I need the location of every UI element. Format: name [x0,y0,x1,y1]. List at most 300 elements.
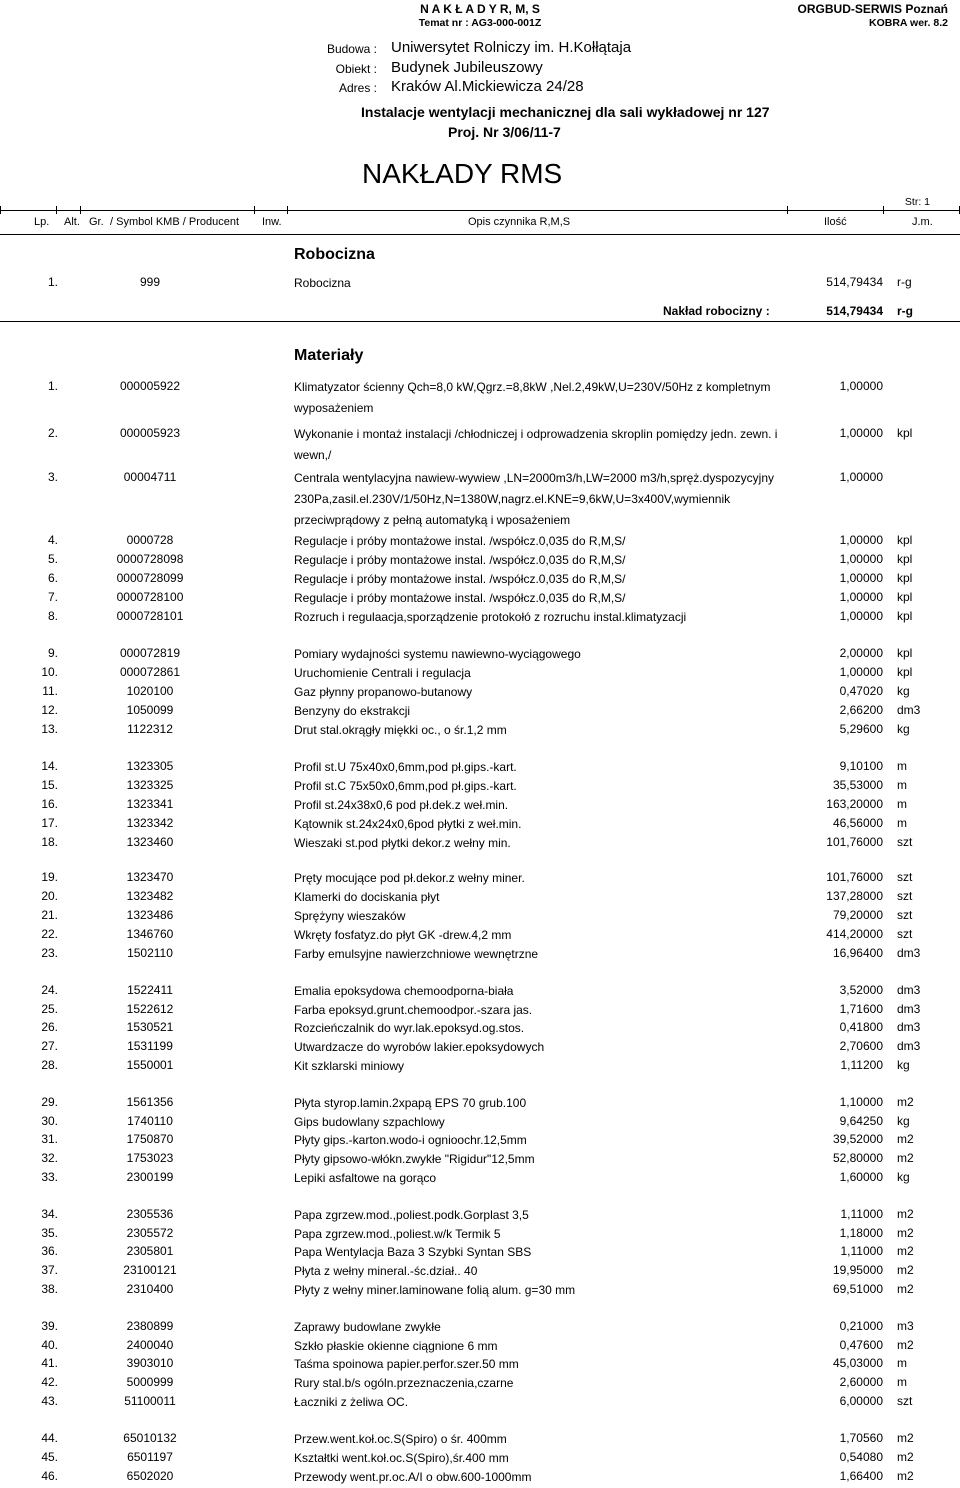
header-rule-top [0,210,960,211]
table-row [0,1282,960,1300]
labor-total-unit: r-g [897,304,913,318]
row-lp: 29. [41,1095,58,1109]
row-description: Drut stal.okrągły miękki oc., o śr.1,2 mm [294,723,507,737]
col-tick [787,206,788,214]
col-jm: J.m. [912,216,933,228]
table-row [0,703,960,721]
row-symbol: 1550001 [126,1058,174,1072]
table-row [0,797,960,815]
row-symbol: 65010132 [123,1431,177,1445]
row-lp: 40. [41,1338,58,1352]
row-unit: kpl [897,609,913,623]
row-description: Regulacje i próby montażowe instal. /współcz.0,035 do R,M,S/ [294,572,626,586]
col-tick [254,206,255,214]
row-quantity: 69,51000 [832,1282,883,1296]
row-unit: dm3 [897,1039,921,1053]
row-symbol: 2310400 [126,1282,174,1296]
row-quantity: 1,00000 [839,379,883,393]
row-lp: 18. [41,835,58,849]
budowa-label: Budowa : [326,42,377,56]
row-symbol: 1750870 [126,1132,174,1146]
row-symbol: 1753023 [126,1151,174,1165]
labor-total-label: Nakład robocizny : [663,304,770,318]
row-description: Zaprawy budowlane zwykłe [294,1320,441,1334]
row-quantity: 1,60000 [839,1170,883,1184]
row-description: Łaczniki z żeliwa OC. [294,1395,409,1409]
row-lp: 11. [42,684,58,698]
row-lp: 20. [41,889,58,903]
row-quantity: 1,18000 [839,1226,883,1240]
row-quantity: 0,54080 [839,1450,883,1464]
row-symbol: 1323325 [126,778,174,792]
row-lp: 21. [41,908,58,922]
row-unit: kpl [897,665,913,679]
row-lp: 35. [41,1226,58,1240]
row-description: Farby emulsyjne nawierzchniowe wewnętrzne [294,947,539,961]
row-lp: 1. [47,275,58,289]
row-symbol: 1323305 [126,759,174,773]
col-lp: Lp. [34,216,50,228]
table-row [0,684,960,702]
row-description: Profil st.24x38x0,6 pod pł.dek.z weł.min. [294,798,509,812]
row-quantity: 1,00000 [839,590,883,604]
row-unit: kpl [897,552,913,566]
row-quantity: 1,70560 [839,1431,883,1445]
row-description: Benzyny do ekstrakcji [294,704,411,718]
row-quantity: 0,21000 [839,1319,883,1333]
row-description: Profil st.C 75x50x0,6mm,pod pł.gips.-kart. [294,779,517,793]
row-description: Płyty gips.-karton.wodo-i ognioochr.12,5mm [294,1133,527,1147]
row-symbol: 1050099 [126,703,174,717]
row-lp: 7. [47,590,58,604]
row-lp: 28. [41,1058,58,1072]
row-symbol: 00004711 [123,470,177,484]
row-quantity: 1,66400 [839,1469,883,1483]
row-description: Klamerki do dociskania płyt [294,890,440,904]
row-quantity: 1,10000 [839,1095,883,1109]
row-lp: 15. [41,778,58,792]
labor-section-title: Robocizna [294,246,375,263]
row-unit: m2 [897,1244,914,1258]
table-row [0,1450,960,1468]
row-symbol: 1531199 [127,1039,173,1053]
row-lp: 17. [41,816,58,830]
row-unit: m2 [897,1263,914,1277]
row-description: Kątownik st.24x24x0,6pod płytki z weł.min. [294,817,522,831]
row-lp: 42. [41,1375,58,1389]
row-unit: m2 [897,1151,914,1165]
row-description: Pomiary wydajności systemu nawiewno-wyciągowego [294,647,581,661]
row-symbol: 0000728098 [116,552,184,566]
row-unit: kpl [897,426,913,440]
col-tick [80,206,81,214]
row-lp: 26. [41,1020,58,1034]
row-symbol: 51100011 [124,1394,176,1408]
row-unit: szt [897,889,913,903]
row-lp: 30. [41,1114,58,1128]
row-quantity: 1,00000 [839,533,883,547]
row-lp: 33. [41,1170,58,1184]
row-lp: 27. [41,1039,58,1053]
row-symbol: 1323486 [126,908,174,922]
table-row [0,927,960,945]
table-row [0,835,960,853]
row-quantity: 1,00000 [839,609,883,623]
row-symbol: 3903010 [126,1356,174,1370]
row-quantity: 1,00000 [839,571,883,585]
table-row [0,590,960,608]
row-unit: kg [897,1058,910,1072]
row-lp: 31. [41,1132,58,1146]
row-description: Utwardzacze do wyrobów lakier.epoksydowych [294,1040,545,1054]
row-description: Profil st.U 75x40x0,6mm,pod pł.gips.-kart. [294,760,517,774]
table-row [0,1132,960,1150]
row-lp: 14. [41,759,58,773]
table-row [0,533,960,551]
row-symbol: 2305536 [126,1207,174,1221]
row-unit: m2 [897,1095,914,1109]
row-description: Rury stal.b/s ogóln.przeznaczenia,czarne [294,1376,514,1390]
table-row [0,426,960,462]
row-quantity: 5,29600 [839,722,883,736]
obiekt-label: Obiekt : [335,62,377,76]
row-unit: m2 [897,1338,914,1352]
row-description: Lepiki asfaltowe na gorąco [294,1171,437,1185]
table-row [0,571,960,589]
row-description: Kształtki went.koł.oc.S(Spiro),śr.400 mm [294,1451,509,1465]
row-unit: m2 [897,1226,914,1240]
project-number: Proj. Nr 3/06/11-7 [448,124,561,140]
row-lp: 19. [41,870,58,884]
row-lp: 23. [41,946,58,960]
row-lp: 34. [41,1207,58,1221]
row-quantity: 9,64250 [839,1114,883,1128]
row-unit: m [897,816,907,830]
row-unit: m [897,1356,907,1370]
table-row [0,870,960,888]
row-symbol: 1323470 [126,870,174,884]
row-description: Uruchomienie Centrali i regulacja [294,666,471,680]
row-description: Wieszaki st.pod płytki dekor.z wełny min. [294,836,511,850]
table-row [0,552,960,570]
col-tick [56,206,57,214]
row-symbol: 000072819 [119,646,181,660]
row-description: Rozcieńczalnik do wyr.lak.epoksyd.og.stos. [294,1021,525,1035]
row-quantity: 514,79434 [826,275,883,289]
row-description: Pręty mocujące pod pł.dekor.z wełny miner. [294,871,525,885]
row-quantity: 0,47600 [839,1338,883,1352]
row-symbol: 1522411 [127,983,173,997]
row-description: Robocizna [294,276,351,290]
table-row [0,646,960,664]
row-unit: kg [897,722,910,736]
row-quantity: 3,52000 [839,983,883,997]
row-lp: 22. [41,927,58,941]
row-quantity: 35,53000 [832,778,883,792]
row-description: Rozruch i regulaacja,sporządzenie protokołó z rozruchu instal.klimatyzacji [294,610,687,624]
col-opis: Opis czynnika R,M,S [468,216,571,228]
table-row [0,1058,960,1076]
row-unit: kpl [897,590,913,604]
row-unit: szt [897,908,913,922]
row-unit: m [897,778,907,792]
row-symbol: 000005923 [119,426,181,440]
row-description: Gips budowlany szpachlowy [294,1115,445,1129]
table-row [0,1207,960,1225]
table-row [0,275,960,293]
row-description: Wykonanie i montaż instalacji /chłodniczej i odprowadzenia skroplin pomiędzy jedn. zewn. i wewn,/ [294,427,778,462]
row-description: Kit szklarski miniowy [294,1059,405,1073]
table-row [0,778,960,796]
row-symbol: 6502020 [126,1469,174,1483]
row-symbol: 1020100 [126,684,174,698]
row-symbol: 6501197 [127,1450,173,1464]
report-title: N A K Ł A D Y R, M, S [420,2,540,16]
table-row [0,889,960,907]
table-row [0,908,960,926]
row-lp: 25. [41,1002,58,1016]
row-unit: szt [897,927,913,941]
row-symbol: 1522612 [126,1002,174,1016]
row-symbol: 1502110 [127,946,173,960]
row-quantity: 79,20000 [832,908,883,922]
table-row [0,1170,960,1188]
row-quantity: 2,70600 [839,1039,883,1053]
col-tick [287,206,288,214]
row-quantity: 414,20000 [826,927,883,941]
row-description: Sprężyny wieszaków [294,909,406,923]
row-unit: kpl [897,533,913,547]
row-quantity: 9,10100 [839,759,883,773]
obiekt-value: Budynek Jubileuszowy [391,59,543,76]
row-lp: 46. [41,1469,58,1483]
col-tick [883,206,884,214]
row-symbol: 000072861 [119,665,181,679]
row-unit: kg [897,1114,910,1128]
row-quantity: 101,76000 [826,835,883,849]
budowa-value: Uniwersytet Rolniczy im. H.Kołłątaja [391,39,632,56]
row-description: Farba epoksyd.grunt.chemoodpor.-szara jas. [294,1003,533,1017]
page-number: Str: 1 [904,196,930,208]
row-unit: m [897,797,907,811]
software-version: KOBRA wer. 8.2 [869,17,948,29]
row-unit: m3 [897,1319,914,1333]
row-symbol: 1561356 [126,1095,174,1109]
row-description: Przewody went.pr.oc.A/I o obw.600-1000mm [294,1470,532,1484]
row-unit: dm3 [897,703,921,717]
row-quantity: 1,00000 [839,665,883,679]
row-symbol: 1530521 [126,1020,174,1034]
row-unit: dm3 [897,983,921,997]
materials-section-title: Materiały [294,347,364,364]
col-tick [0,206,1,214]
row-unit: m [897,1375,907,1389]
table-row [0,1431,960,1449]
row-symbol: 23100121 [123,1263,177,1277]
row-symbol: 2305572 [126,1226,174,1240]
table-row [0,1263,960,1281]
row-description: Gaz płynny propanowo-butanowy [294,685,473,699]
table-row [0,759,960,777]
row-description: Płyty z wełny miner.laminowane folią alum. g=30 mm [294,1283,576,1297]
row-quantity: 0,47020 [839,684,883,698]
row-unit: szt [897,835,913,849]
row-quantity: 1,00000 [839,552,883,566]
col-alt: Alt. [64,216,80,228]
row-quantity: 1,00000 [839,470,883,484]
row-lp: 16. [41,797,58,811]
labor-total-rule [0,321,960,322]
row-symbol: 0000728100 [116,590,184,604]
report-topic: Temat nr : AG3-000-001Z [418,17,542,29]
row-description: Emalia epoksydowa chemoodporna-biała [294,984,514,998]
row-quantity: 52,80000 [832,1151,883,1165]
row-unit: dm3 [897,946,921,960]
table-row [0,1319,960,1337]
row-quantity: 1,11200 [840,1058,883,1072]
row-symbol: 0000728 [126,533,174,547]
row-unit: m2 [897,1469,914,1483]
row-description: Wkręty fosfatyz.do płyt GK -drew.4,2 mm [294,928,512,942]
row-lp: 1. [47,379,58,393]
row-lp: 3. [47,470,58,484]
row-lp: 9. [47,646,58,660]
row-description: Papa zgrzew.mod.,poliest.podk.Gorplast 3,5 [294,1208,529,1222]
row-lp: 44. [41,1431,58,1445]
row-quantity: 1,71600 [839,1002,883,1016]
row-quantity: 163,20000 [826,797,883,811]
row-description: Papa Wentylacja Baza 3 Szybki Syntan SBS [294,1245,532,1259]
row-quantity: 2,00000 [839,646,883,660]
table-row [0,1394,960,1412]
row-quantity: 45,03000 [832,1356,883,1370]
row-lp: 24. [41,983,58,997]
row-lp: 39. [41,1319,58,1333]
row-lp: 45. [41,1450,58,1464]
table-row [0,665,960,683]
table-row [0,816,960,834]
row-unit: kpl [897,571,913,585]
row-description: Przew.went.koł.oc.S(Spiro) o śr. 400mm [294,1432,507,1446]
row-unit: m2 [897,1207,914,1221]
row-lp: 13. [41,722,58,736]
row-description: Regulacje i próby montażowe instal. /współcz.0,035 do R,M,S/ [294,591,626,605]
row-lp: 2. [47,426,58,440]
adres-label: Adres : [338,81,377,95]
row-quantity: 46,56000 [832,816,883,830]
row-quantity: 1,11000 [840,1244,883,1258]
subject-line: Instalacje wentylacji mechanicznej dla sali wykładowej nr 127 [361,104,770,120]
table-row [0,1151,960,1169]
col-symbol: / Symbol KMB / Producent [110,216,239,228]
row-quantity: 39,52000 [832,1132,883,1146]
row-symbol: 1346760 [126,927,174,941]
adres-value: Kraków Al.Mickiewicza 24/28 [391,78,584,95]
row-description: Płyty gipsowo-włókn.zwykłe "Rigidur"12,5mm [294,1152,535,1166]
row-quantity: 137,28000 [826,889,883,903]
row-unit: m [897,759,907,773]
table-row [0,983,960,1001]
row-lp: 6. [47,571,58,585]
row-quantity: 1,11000 [840,1207,883,1221]
table-row [0,1020,960,1038]
row-symbol: 2305801 [126,1244,174,1258]
row-description: Papa zgrzew.mod.,poliest.w/k Termik 5 [294,1227,501,1241]
col-ilosc: Ilość [824,216,847,228]
row-unit: r-g [897,275,912,289]
table-row [0,722,960,740]
main-title: NAKŁADY RMS [362,158,563,189]
row-symbol: 1122312 [127,722,173,736]
row-unit: kpl [897,646,913,660]
table-row [0,1039,960,1057]
row-description: Regulacje i próby montażowe instal. /współcz.0,035 do R,M,S/ [294,534,626,548]
row-symbol: 1323482 [126,889,174,903]
row-lp: 37. [41,1263,58,1277]
table-row [0,1375,960,1393]
row-description: Taśma spoinowa papier.perfor.szer.50 mm [294,1357,519,1371]
row-unit: m2 [897,1431,914,1445]
row-lp: 12. [41,703,58,717]
row-description: Szkło płaskie okienne ciągnione 6 mm [294,1339,498,1353]
table-row [0,1244,960,1262]
company-name: ORGBUD-SERWIS Poznań [797,2,948,16]
row-description: Centrala wentylacyjna nawiew-wywiew ,LN=2000m3/h,LW=2000 m3/h,spręż.dyspozycyjny 230Pa,zasil.el.230V/1/50Hz,N=1380W,nagrz.el.KNE=9,6kW,U=3x400V,wymiennik przeciwprądowy z pełną automatyką i wposażeniem [294,471,774,527]
row-symbol: 1323460 [126,835,174,849]
row-quantity: 2,60000 [839,1375,883,1389]
row-unit: kg [897,1170,910,1184]
row-quantity: 0,41800 [839,1020,883,1034]
row-lp: 10. [41,665,58,679]
row-description: Klimatyzator ścienny Qch=8,0 kW,Qgrz.=8,8kW ,Nel.2,49kW,U=230V/50Hz z kompletnym wyposażeniem [294,380,771,415]
table-row [0,1095,960,1113]
row-unit: m2 [897,1132,914,1146]
row-lp: 4. [47,533,58,547]
labor-total-qty: 514,79434 [826,304,883,318]
table-row [0,1356,960,1374]
row-lp: 8. [47,609,58,623]
table-row [0,946,960,964]
row-symbol: 999 [139,275,161,289]
row-lp: 41. [41,1356,58,1370]
row-lp: 38. [41,1282,58,1296]
row-quantity: 101,76000 [826,870,883,884]
row-quantity: 16,96400 [832,946,883,960]
row-quantity: 2,66200 [839,703,883,717]
row-unit: szt [897,870,913,884]
row-description: Regulacje i próby montażowe instal. /współcz.0,035 do R,M,S/ [294,553,626,567]
row-lp: 32. [41,1151,58,1165]
row-lp: 5. [47,552,58,566]
row-unit: m2 [897,1282,914,1296]
table-row [0,609,960,627]
table-row [0,379,960,415]
row-unit: szt [897,1394,913,1408]
row-symbol: 1740110 [127,1114,173,1128]
row-description: Płyta z wełny mineral.-śc.dział.. 40 [294,1264,478,1278]
table-row [0,1469,960,1487]
row-symbol: 0000728101 [116,609,184,623]
col-gr: Gr. [89,216,104,228]
row-lp: 43. [41,1394,58,1408]
row-quantity: 1,00000 [839,426,883,440]
row-symbol: 2380899 [126,1319,174,1333]
row-quantity: 6,00000 [839,1394,883,1408]
row-symbol: 1323342 [126,816,174,830]
col-inw: Inw. [262,216,282,228]
row-unit: m2 [897,1450,914,1464]
row-symbol: 0000728099 [116,571,184,585]
